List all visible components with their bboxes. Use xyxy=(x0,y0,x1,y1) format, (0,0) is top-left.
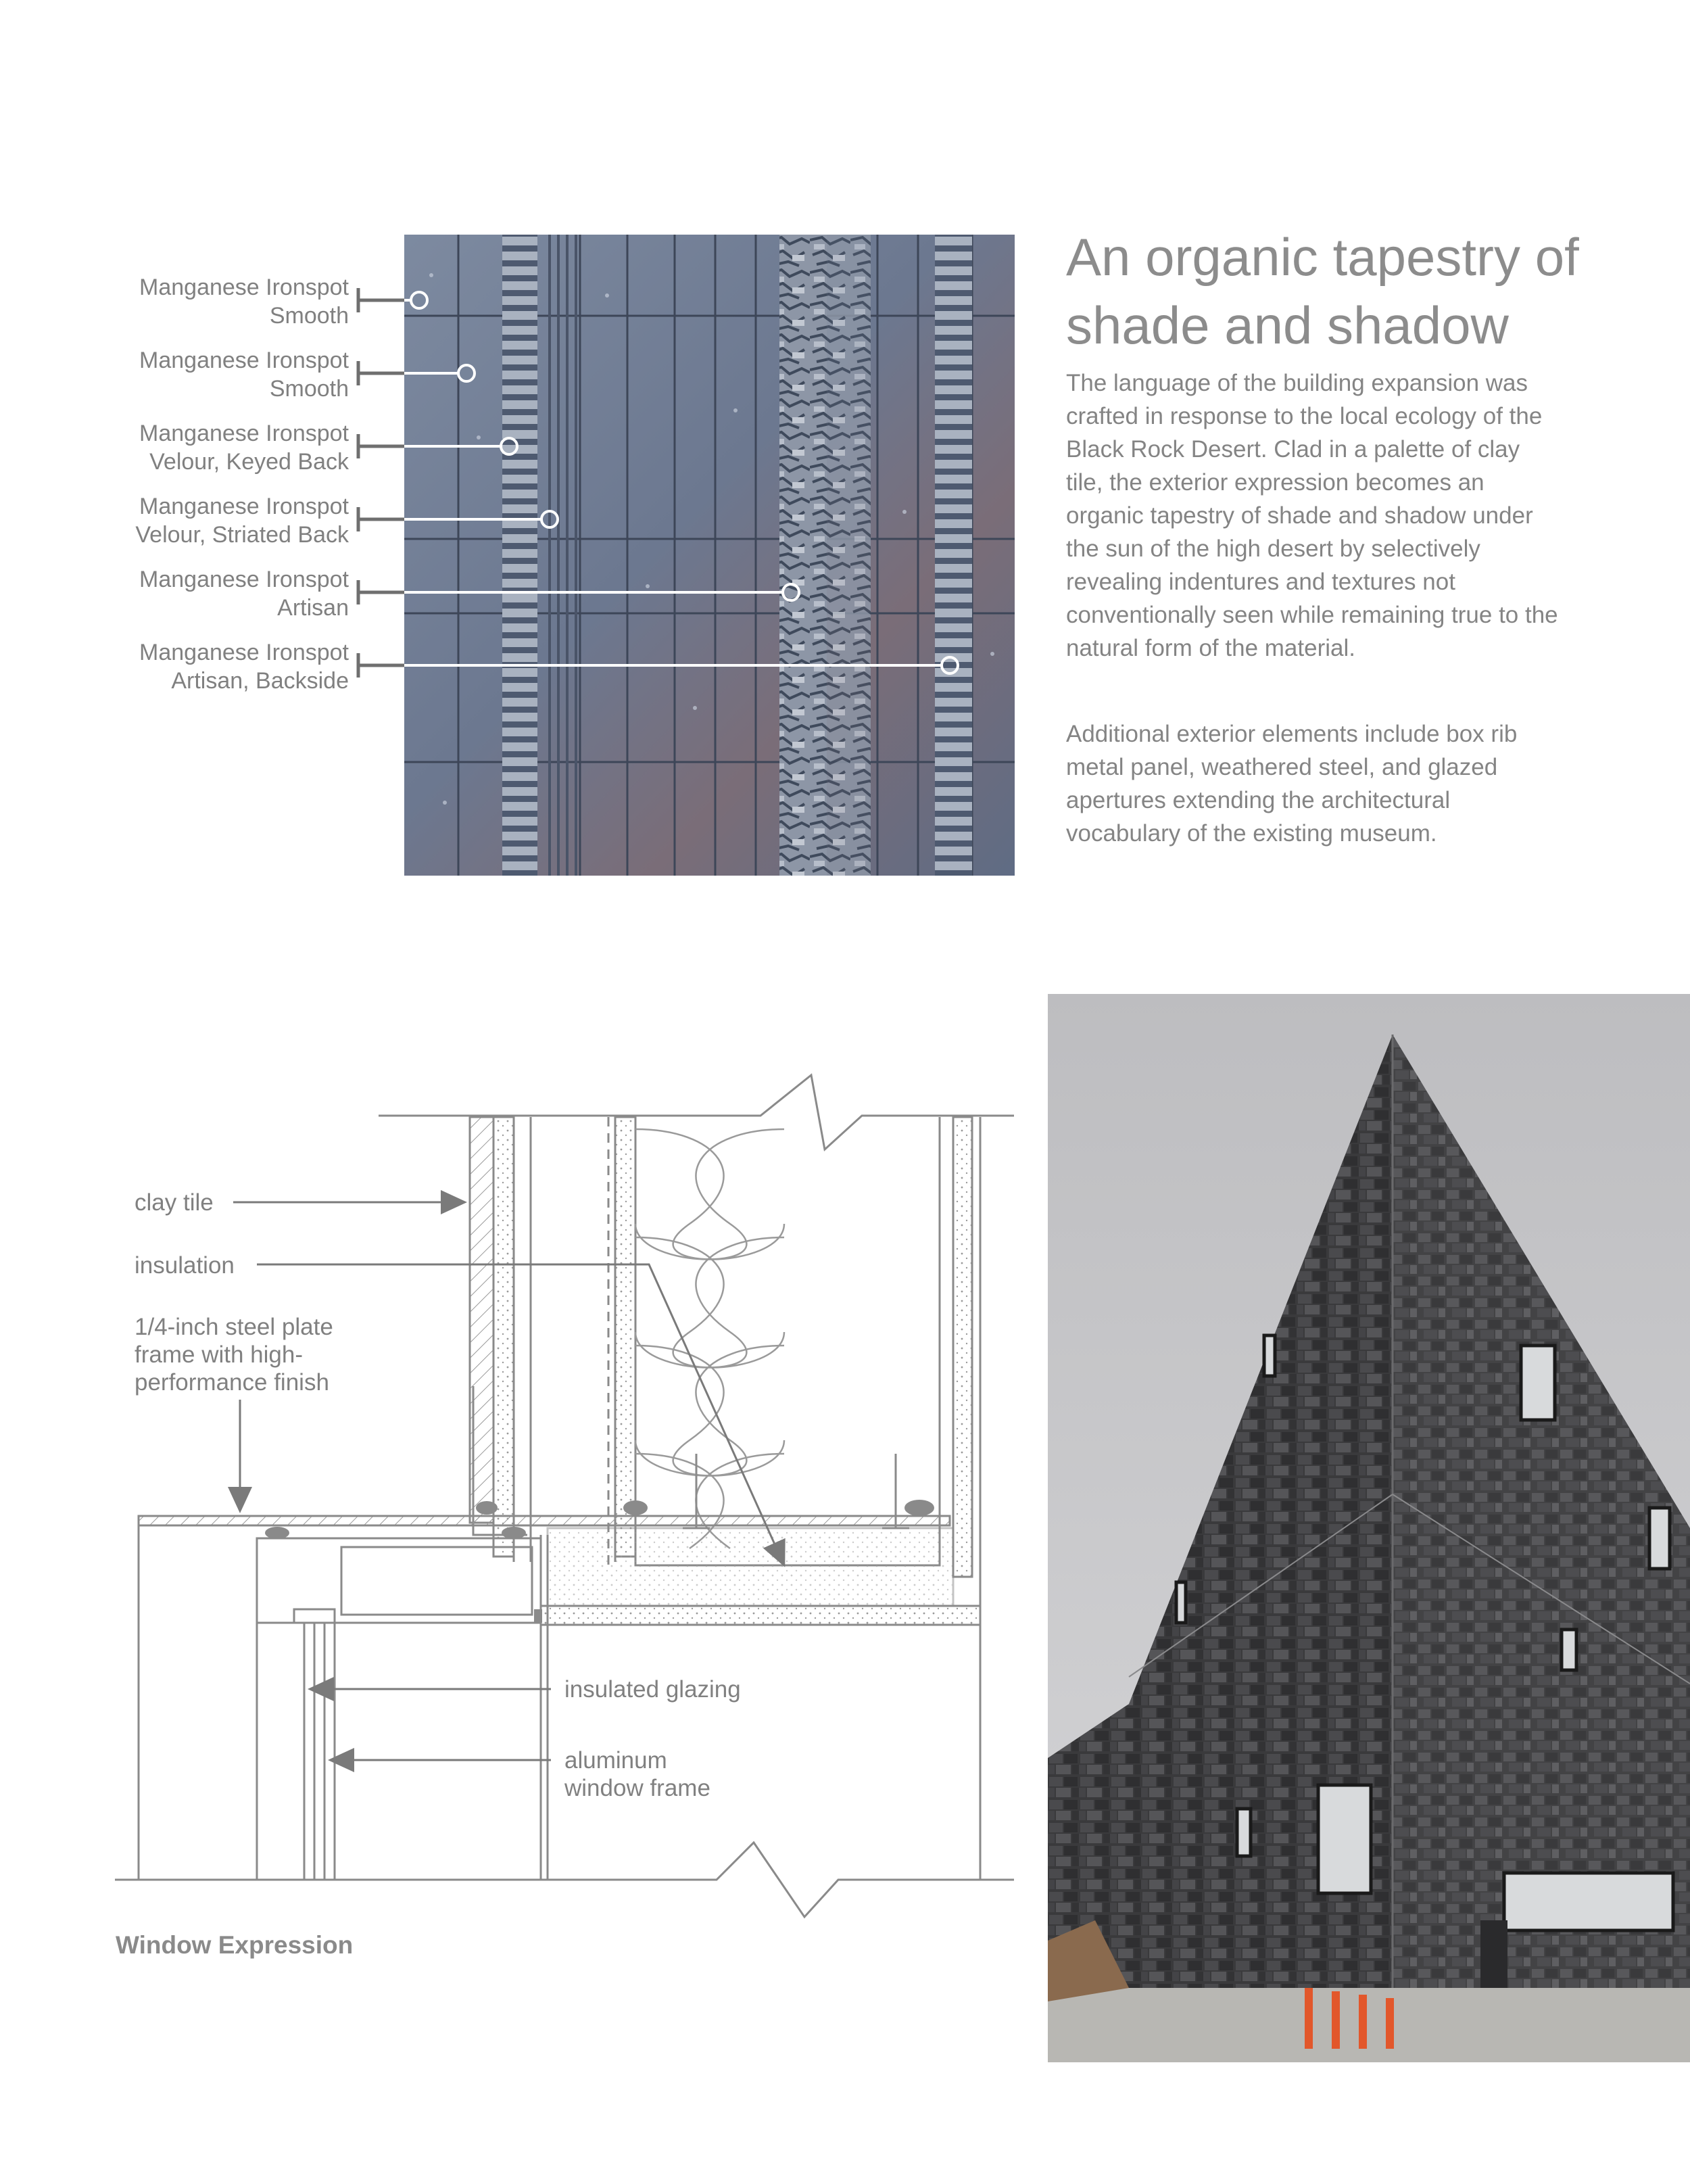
material-label-3 xyxy=(81,419,349,476)
material-label-4-line2: Velour, Striated Back xyxy=(135,522,349,548)
material-label-1 xyxy=(81,273,349,330)
material-label-4 xyxy=(81,492,349,549)
callout-marker-1 xyxy=(411,292,427,308)
callout-marker-4 xyxy=(541,511,558,527)
article-heading: An organic tapestry of shade and shadow xyxy=(1066,227,1579,355)
material-label-6-line2: Artisan, Backside xyxy=(171,668,349,694)
callout-marker-6 xyxy=(942,657,958,673)
material-label-4-line1: Manganese Ironspot xyxy=(139,494,349,519)
clay-tile-label: clay tile xyxy=(135,1189,214,1216)
material-label-6-line1: Manganese Ironspot xyxy=(139,640,349,665)
insulation-label: insulation xyxy=(135,1252,235,1279)
callout-marker-2 xyxy=(458,365,475,381)
aluminum-window-frame-label: aluminum window frame xyxy=(564,1747,710,1801)
material-label-1-line1: Manganese Ironspot xyxy=(139,275,349,300)
material-label-3-line2: Velour, Keyed Back xyxy=(149,449,349,475)
material-label-5-line2: Artisan xyxy=(277,595,349,621)
material-label-3-line1: Manganese Ironspot xyxy=(139,421,349,446)
material-label-2 xyxy=(81,346,349,403)
material-label-1-line2: Smooth xyxy=(269,303,349,329)
article-paragraph-2: Additional exterior elements include box rib metal panel, weathered steel, and glazed apertures extending the architectural vocabulary of the existing museum. xyxy=(1066,721,1518,847)
insulated-glazing-label: insulated glazing xyxy=(564,1676,741,1703)
material-label-5-line1: Manganese Ironspot xyxy=(139,567,349,592)
detail-caption: Window Expression xyxy=(116,1931,354,1959)
material-label-5 xyxy=(81,565,349,622)
material-label-6 xyxy=(81,638,349,695)
steel-plate-label: 1/4-inch steel plate frame with high-performance finish xyxy=(135,1314,333,1396)
article-paragraph-1: The language of the building expansion was crafted in response to the local ecology of the Black Rock Desert. Clad in a palette of clay tile, the exterior expression becomes an organic tapestry of shade and shadow under the sun of the high desert by selectively revealing indentures and textures not conventionally seen while remaining true to the natural form of the material. xyxy=(1066,370,1558,661)
building-photo xyxy=(1048,994,1690,2062)
callout-marker-5 xyxy=(783,584,799,600)
material-label-2-line1: Manganese Ironspot xyxy=(139,348,349,373)
callout-marker-3 xyxy=(501,438,517,454)
material-label-2-line2: Smooth xyxy=(269,376,349,402)
